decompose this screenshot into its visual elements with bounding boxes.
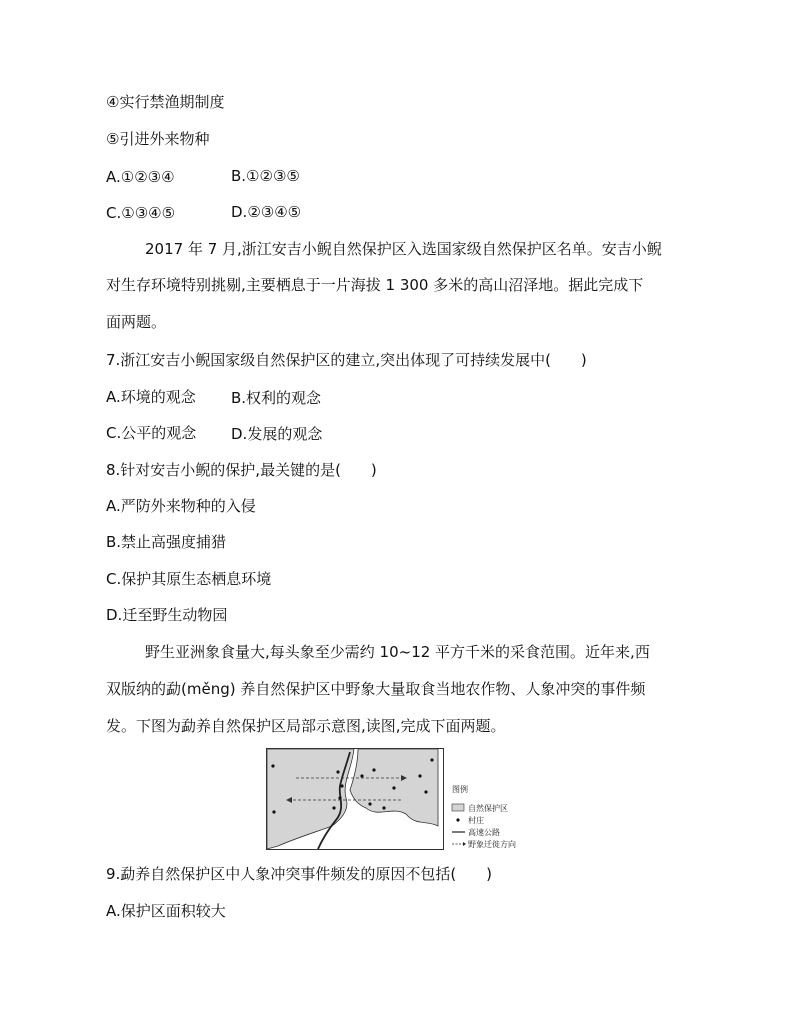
paragraph-2-line-3: 发。下图为勐养自然保护区局部示意图,读图,完成下面两题。 — [106, 717, 506, 735]
question-8-option-c: C.保护其原生态栖息环境 — [106, 570, 272, 588]
choice-c: C.①③④⑤ — [106, 204, 176, 222]
choice-a: A.①②③④ — [106, 168, 175, 186]
question-8: 8.针对安吉小鲵的保护,最关键的是( ) — [106, 461, 377, 479]
question-9-option-a: A.保护区面积较大 — [106, 902, 226, 920]
question-8-option-b: B.禁止高强度捕猎 — [106, 533, 227, 551]
legend-title: 图例 — [452, 785, 468, 794]
question-7: 7.浙江安吉小鲵国家级自然保护区的建立,突出体现了可持续发展中( ) — [106, 351, 587, 369]
legend-reserve-swatch — [452, 804, 464, 811]
paragraph-1-line-3: 面两题。 — [106, 313, 167, 331]
paragraph-2-line-1: 野生亚洲象食量大,每头象至少需约 10~12 平方千米的采食范围。近年来,西 — [145, 643, 650, 661]
question-8-option-d: D.迁至野生动物园 — [106, 606, 228, 624]
legend-village-label: 村庄 — [468, 816, 484, 825]
question-7-option-d: D.发展的观念 — [231, 425, 323, 443]
choice-b: B.①②③⑤ — [231, 167, 300, 185]
question-7-option-c: C.公平的观念 — [106, 424, 197, 442]
question-9: 9.勐养自然保护区中人象冲突事件频发的原因不包括( ) — [106, 865, 493, 883]
option-4: ④实行禁渔期制度 — [106, 93, 225, 111]
question-7-option-b: B.权利的观念 — [231, 389, 322, 407]
question-7-option-a: A.环境的观念 — [106, 388, 196, 406]
legend-highway-label: 高速公路 — [468, 828, 500, 837]
paragraph-1-line-1: 2017 年 7 月,浙江安吉小鲵自然保护区入选国家级自然保护区名单。安吉小鲵 — [145, 240, 662, 258]
reserve-map-figure — [266, 748, 528, 850]
paragraph-2-line-2: 双版纳的勐(měng) 养自然保护区中野象大量取食当地农作物、人象冲突的事件频 — [106, 680, 646, 698]
legend-migration-arrowhead — [463, 842, 466, 846]
choice-d: D.②③④⑤ — [231, 203, 302, 221]
legend-migration-label: 野象迁徙方向 — [468, 840, 516, 849]
legend-village-dot — [456, 818, 459, 821]
legend-reserve-label: 自然保护区 — [468, 804, 508, 813]
question-8-option-a: A.严防外来物种的入侵 — [106, 497, 256, 515]
paragraph-1-line-2: 对生存环境特别挑剔,主要栖息于一片海拔 1 300 多米的高山沼泽地。据此完成下 — [106, 276, 644, 294]
option-5: ⑤引进外来物种 — [106, 130, 210, 148]
